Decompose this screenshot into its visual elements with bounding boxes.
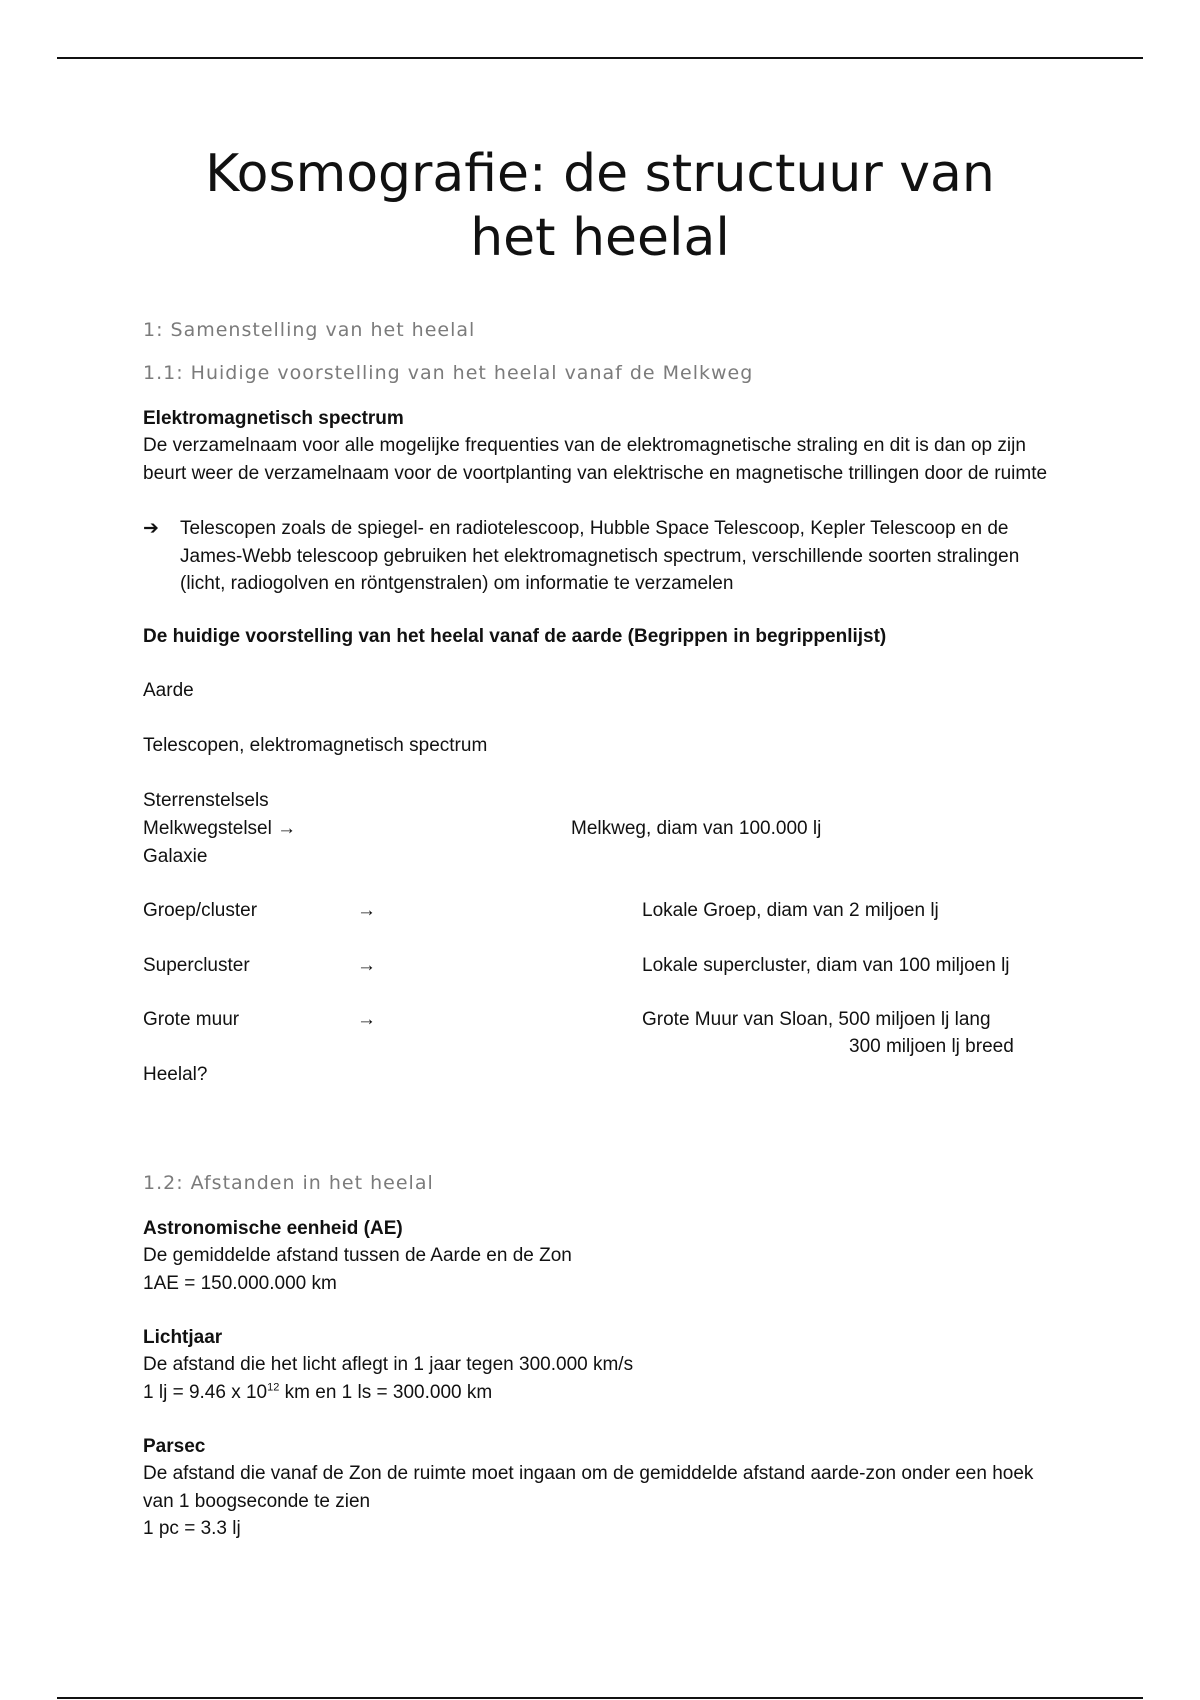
arrow-icon: →: [357, 900, 376, 921]
heading-1-2: 1.2: Afstanden in het heelal: [143, 1172, 434, 1194]
top-rule: [57, 57, 1143, 59]
arrow-icon: →: [357, 955, 376, 976]
arrow-icon: →: [357, 1009, 376, 1030]
item-heelal: Heelal?: [143, 1064, 208, 1085]
lichtjaar-term: Lichtjaar: [143, 1327, 223, 1348]
bottom-rule: [57, 1697, 1143, 1699]
em-spectrum-note: [143, 515, 1063, 598]
parsec-value: 1 pc = 3.3 lj: [143, 1518, 241, 1539]
lichtjaar-exponent: 12: [267, 1381, 280, 1394]
arrow-icon: ➔: [143, 518, 159, 539]
title-line-2: het heelal: [470, 208, 730, 268]
item-aarde: Aarde: [143, 680, 194, 701]
parsec-term: Parsec: [143, 1436, 206, 1457]
row-supercluster: [0, 952, 1200, 980]
lichtjaar-value: [143, 1379, 492, 1407]
groep-description: Lokale Groep, diam van 2 miljoen lj: [642, 900, 939, 921]
item-telescopen: Telescopen, elektromagnetisch spectrum: [143, 735, 488, 756]
item-grote-muur: Grote muur: [143, 1009, 240, 1030]
ae-definition: De gemiddelde afstand tussen de Aarde en de Zon: [143, 1245, 572, 1266]
item-sterrenstelsels: Sterrenstelsels: [143, 790, 269, 811]
heading-1: 1: Samenstelling van het heelal: [143, 319, 476, 341]
em-spectrum-term: Elektromagnetisch spectrum: [143, 408, 404, 429]
voorstelling-heading: De huidige voorstelling van het heelal vanaf de aarde (Begrippen in begrippenlijst): [143, 626, 887, 647]
item-melkwegstelsel: Melkwegstelsel →: [143, 818, 297, 839]
grote-muur-description-2: 300 miljoen lj breed: [849, 1036, 1014, 1057]
lichtjaar-value-b: km en 1 ls = 300.000 km: [279, 1382, 493, 1403]
supercluster-description: Lokale supercluster, diam van 100 miljoen lj: [642, 955, 1010, 976]
item-groep: Groep/cluster: [143, 900, 258, 921]
item-galaxie: Galaxie: [143, 846, 208, 867]
item-supercluster: Supercluster: [143, 955, 250, 976]
ae-term: Astronomische eenheid (AE): [143, 1218, 403, 1239]
row-grote-muur-2: [0, 1033, 1200, 1061]
row-melkweg: [0, 815, 1200, 843]
em-spectrum-note-text: Telescopen zoals de spiegel- en radiotelescoop, Hubble Space Telescoop, Kepler Telescoop en de James-Webb telescoop gebruiken het elektromagnetisch spectrum, verschillende soorten stralingen (licht, radiogolven en röntgenstralen) om informatie te verzamelen: [180, 518, 1020, 594]
page-title: [57, 142, 1143, 270]
row-grote-muur: [0, 1006, 1200, 1034]
heading-1-1: 1.1: Huidige voorstelling van het heelal vanaf de Melkweg: [143, 362, 754, 384]
parsec-definition: De afstand die vanaf de Zon de ruimte moet ingaan om de gemiddelde afstand aarde-zon onder een hoek van 1 boogseconde te zien: [143, 1463, 1034, 1512]
ae-value: 1AE = 150.000.000 km: [143, 1273, 337, 1294]
melkweg-description: Melkweg, diam van 100.000 lj: [571, 818, 822, 839]
lichtjaar-value-a: 1 lj = 9.46 x 10: [143, 1382, 268, 1403]
lichtjaar-definition: De afstand die het licht aflegt in 1 jaar tegen 300.000 km/s: [143, 1354, 634, 1375]
title-line-1: Kosmografie: de structuur van: [205, 144, 995, 204]
grote-muur-description: Grote Muur van Sloan, 500 miljoen lj lang: [642, 1009, 991, 1030]
em-spectrum-definition: De verzamelnaam voor alle mogelijke frequenties van de elektromagnetische straling en dit is dan op zijn beurt weer de verzamelnaam voor de voortplanting van elektrische en magnetische trillingen door de ruimte: [143, 435, 1048, 484]
row-groep: [0, 897, 1200, 925]
